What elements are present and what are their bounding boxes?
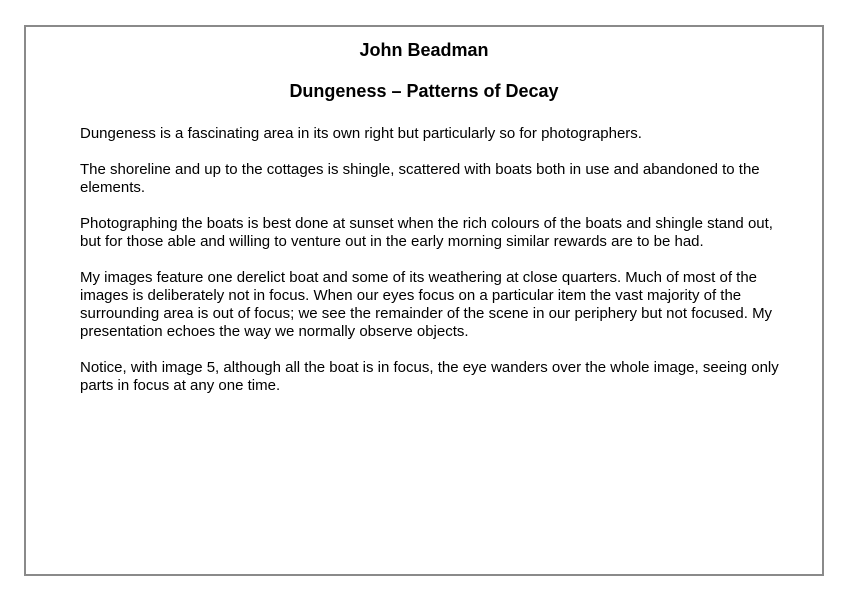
paragraph-shoreline: The shoreline and up to the cottages is shingle, scattered with boats both in use and abandoned to the elements.: [80, 161, 760, 196]
paragraph-image-5: Notice, with image 5, although all the boat is in focus, the eye wanders over the whole image, seeing only parts in focus at any one time.: [80, 359, 779, 394]
document-frame: [24, 25, 824, 576]
paragraph-focus: My images feature one derelict boat and some of its weathering at close quarters. Much of most of the images is deliberately not in focus. When our eyes focus on a particular item the vast majority of the surrounding area is out of focus; we see the remainder of the scene in our periphery but not focused. My presentation echoes the way we normally observe objects.: [80, 269, 773, 340]
document-title: Dungeness – Patterns of Decay: [289, 81, 559, 101]
author-name: John Beadman: [359, 40, 489, 60]
paragraph-intro: Dungeness is a fascinating area in its own right but particularly so for photographers.: [80, 125, 642, 142]
document-body: [80, 125, 780, 413]
paragraph-sunset: Photographing the boats is best done at sunset when the rich colours of the boats and shingle stand out, but for those able and willing to venture out in the early morning similar rewards are to be had.: [80, 215, 773, 250]
